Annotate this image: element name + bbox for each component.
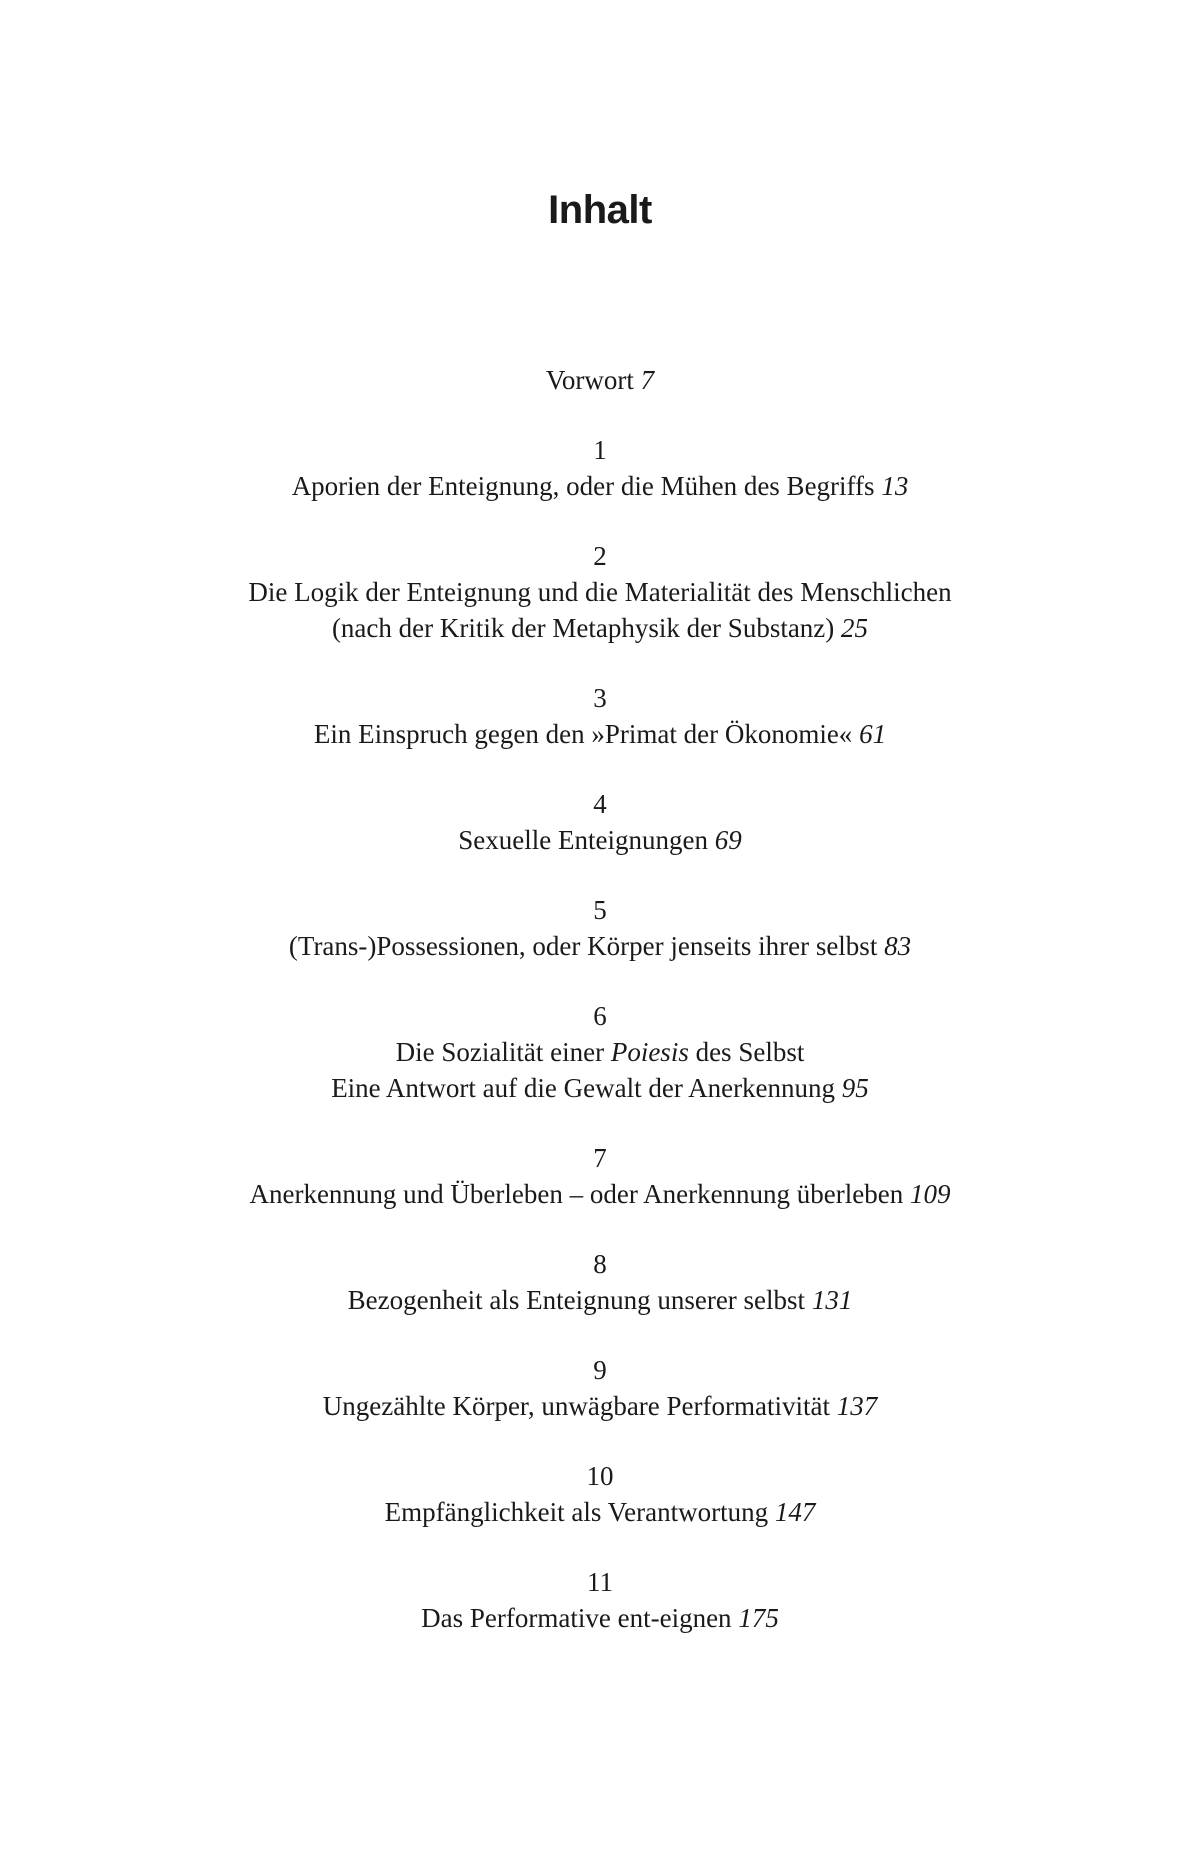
toc-entry-title: Anerkennung und Überleben – oder Anerkennung überleben <box>249 1179 904 1209</box>
toc-entry-line <box>0 574 1200 610</box>
toc-entry-preface <box>0 362 1200 398</box>
chapter-number: 9 <box>593 1355 607 1385</box>
toc-entry-title: Aporien der Enteignung, oder die Mühen des Begriffs <box>291 471 875 501</box>
toc-page-number: 83 <box>884 931 912 961</box>
chapter-number: 7 <box>593 1143 607 1173</box>
toc-entry-line <box>0 1034 1200 1070</box>
toc-entry-8 <box>0 1246 1200 1318</box>
toc-entry-4 <box>0 786 1200 858</box>
toc-entry-title: Bezogenheit als Enteignung unserer selbst <box>347 1285 806 1315</box>
toc-entry-10 <box>0 1458 1200 1530</box>
toc-page-number: 95 <box>841 1073 869 1103</box>
toc-entry-line <box>0 1600 1200 1636</box>
toc-entry-line <box>0 468 1200 504</box>
chapter-number: 1 <box>593 435 607 465</box>
toc-entry-5 <box>0 892 1200 964</box>
toc-entry-title: Sexuelle Enteignungen <box>458 825 708 855</box>
toc-entry-title-start: Die Sozialität einer <box>395 1037 605 1067</box>
toc-entry-line <box>0 822 1200 858</box>
toc-page-number: 61 <box>859 719 887 749</box>
toc-page-number: 13 <box>881 471 909 501</box>
toc-entry-title-emphasis: Poiesis <box>610 1037 689 1067</box>
chapter-number: 6 <box>593 1001 607 1031</box>
toc-page-number: 109 <box>910 1179 951 1209</box>
toc-entry-title: Empfänglichkeit als Verantwortung <box>384 1497 769 1527</box>
chapter-number: 10 <box>586 1461 614 1491</box>
toc-entry-11 <box>0 1564 1200 1636</box>
toc-entry-title: Vorwort <box>545 365 634 395</box>
toc-entry-3 <box>0 680 1200 752</box>
chapter-number: 11 <box>587 1567 613 1597</box>
toc-page-number: 175 <box>738 1603 779 1633</box>
toc-entry-title: (Trans-)Possessionen, oder Körper jenseits ihrer selbst <box>288 931 878 961</box>
chapter-number: 3 <box>593 683 607 713</box>
chapter-number: 2 <box>593 541 607 571</box>
chapter-number: 8 <box>593 1249 607 1279</box>
toc-entry-line <box>0 1388 1200 1424</box>
toc-entry-9 <box>0 1352 1200 1424</box>
toc-page-number: 131 <box>811 1285 853 1315</box>
toc-page-number: 69 <box>714 825 742 855</box>
toc-entry-line <box>0 1494 1200 1530</box>
toc-entry-line <box>0 928 1200 964</box>
toc-page-number: 7 <box>640 365 655 395</box>
chapter-number: 5 <box>593 895 607 925</box>
toc-page-number: 25 <box>841 613 869 643</box>
toc-entry-title: Ungezählte Körper, unwägbare Performativität <box>322 1391 830 1421</box>
toc-entry-6 <box>0 998 1200 1106</box>
toc-entry-line <box>0 1176 1200 1212</box>
toc-entry-title: Ein Einspruch gegen den »Primat der Ökonomie« <box>313 719 853 749</box>
toc-page-number: 137 <box>836 1391 878 1421</box>
toc-entry-1 <box>0 432 1200 504</box>
toc-entry-line <box>0 1070 1200 1106</box>
table-of-contents <box>0 362 1200 1636</box>
toc-entry-2 <box>0 538 1200 646</box>
toc-entry-line <box>0 610 1200 646</box>
toc-entry-line <box>0 716 1200 752</box>
toc-entry-line <box>0 1282 1200 1318</box>
toc-page-number: 147 <box>774 1497 816 1527</box>
chapter-number: 4 <box>593 789 607 819</box>
toc-entry-line <box>0 362 1200 398</box>
toc-entry-subtitle: (nach der Kritik der Metaphysik der Substanz) <box>331 613 835 643</box>
toc-entry-subtitle: Eine Antwort auf die Gewalt der Anerkennung <box>331 1073 836 1103</box>
toc-entry-title: Das Performative ent-eignen <box>421 1603 732 1633</box>
toc-entry-title: Die Logik der Enteignung und die Materialität des Menschlichen <box>248 577 952 607</box>
toc-entry-7 <box>0 1140 1200 1212</box>
toc-entry-title-end: des Selbst <box>695 1037 805 1067</box>
page-title: Inhalt <box>548 188 652 232</box>
